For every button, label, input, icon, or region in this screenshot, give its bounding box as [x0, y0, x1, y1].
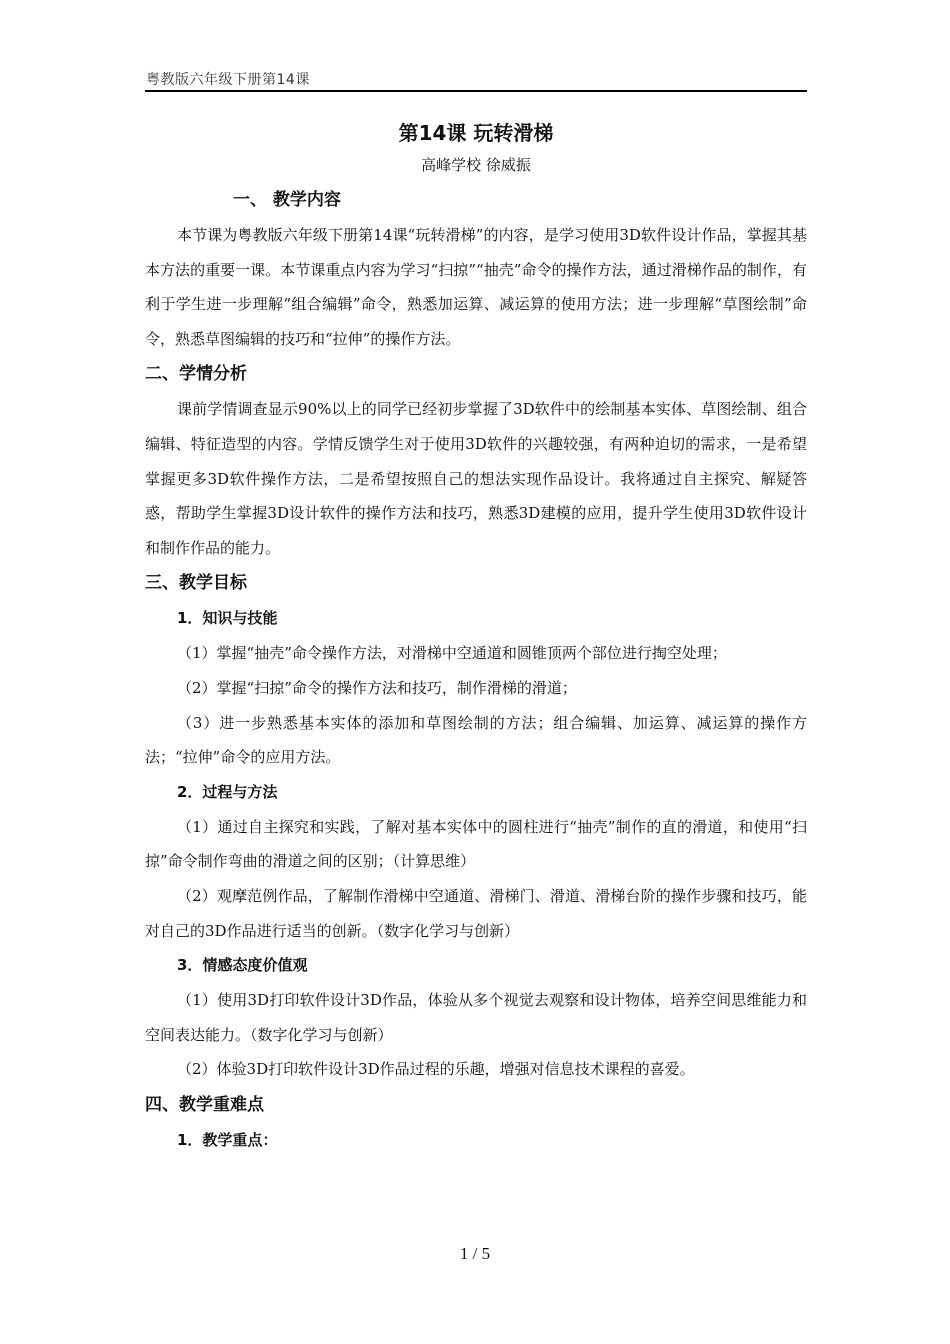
- section-heading-analysis: 二、学情分析: [145, 364, 247, 385]
- document-body: [145, 118, 807, 1158]
- list-item: （1）使用3D打印软件设计3D作品，体验从多个视觉去观察和设计物体，培养空间思维能力和空间表达能力。（数字化学习与创新）: [145, 991, 807, 1044]
- document-title: 第14课 玩转滑梯: [398, 121, 554, 145]
- list-item: （2）掌握“扫掠”命令的操作方法和技巧，制作滑梯的滑道；: [177, 678, 577, 697]
- subheading-knowledge-skills: 1．知识与技能: [177, 609, 278, 628]
- header-text: 粤教版六年级下册第14课: [146, 72, 310, 88]
- page-number: 1 / 5: [459, 1244, 491, 1263]
- page-header: [145, 68, 807, 92]
- document-author: 高峰学校 徐威振: [421, 156, 531, 174]
- list-item: （2）体验3D打印软件设计3D作品过程的乐趣，增强对信息技术课程的喜爱。: [177, 1060, 695, 1079]
- section-heading-key-points: 四、教学重难点: [145, 1094, 264, 1115]
- list-item: （1）掌握“抽壳”命令操作方法，对滑梯中空通道和圆锥顶两个部位进行掏空处理；: [177, 644, 727, 663]
- subheading-process-methods: 2．过程与方法: [177, 782, 278, 801]
- section-paragraph-analysis: 课前学情调查显示90%以上的同学已经初步掌握了3D软件中的绘制基本实体、草图绘制、组合编辑、特征造型的内容。学情反馈学生对于使用3D软件的兴趣较强，有两种迫切的需求，一是希望掌握更多3D软件操作方法，二是希望按照自己的想法实现作品设计。我将通过自主探究、解疑答惑，帮助学生掌握3D设计软件的操作方法和技巧，熟悉3D建模的应用，提升学生使用3D软件设计和制作作品的能力。: [145, 400, 807, 557]
- list-item: （2）观摩范例作品，了解制作滑梯中空通道、滑梯门、滑道、滑梯台阶的操作步骤和技巧，能对自己的3D作品进行适当的创新。（数字化学习与创新）: [145, 886, 807, 940]
- list-item: （1）通过自主探究和实践，了解对基本实体中的圆柱进行“抽壳”制作的直的滑道，和使用“扫掠”命令制作弯曲的滑道之间的区别；（计算思维）: [145, 817, 807, 871]
- section-heading-goals: 三、教学目标: [145, 573, 247, 594]
- section-paragraph-content: 本节课为粤教版六年级下册第14课“玩转滑梯”的内容，是学习使用3D软件设计作品，掌握其基本方法的重要一课。本节课重点内容为学习“扫掠”“抽壳”命令的操作方法，通过滑梯作品的制作，有利于学生进一步理解“组合编辑”命令，熟悉加运算、减运算的使用方法；进一步理解“草图绘制”命令，熟悉草图编辑的技巧和“拉伸”的操作方法。: [145, 226, 807, 348]
- section-heading-content: 一、 教学内容: [233, 190, 341, 210]
- list-item: （3）进一步熟悉基本实体的添加和草图绘制的方法；组合编辑、加运算、减运算的操作方法；“拉伸”命令的应用方法。: [145, 713, 807, 767]
- subheading-attitude-values: 3．情感态度价值观: [177, 956, 308, 975]
- subheading-teaching-focus: 1．教学重点：: [177, 1130, 278, 1149]
